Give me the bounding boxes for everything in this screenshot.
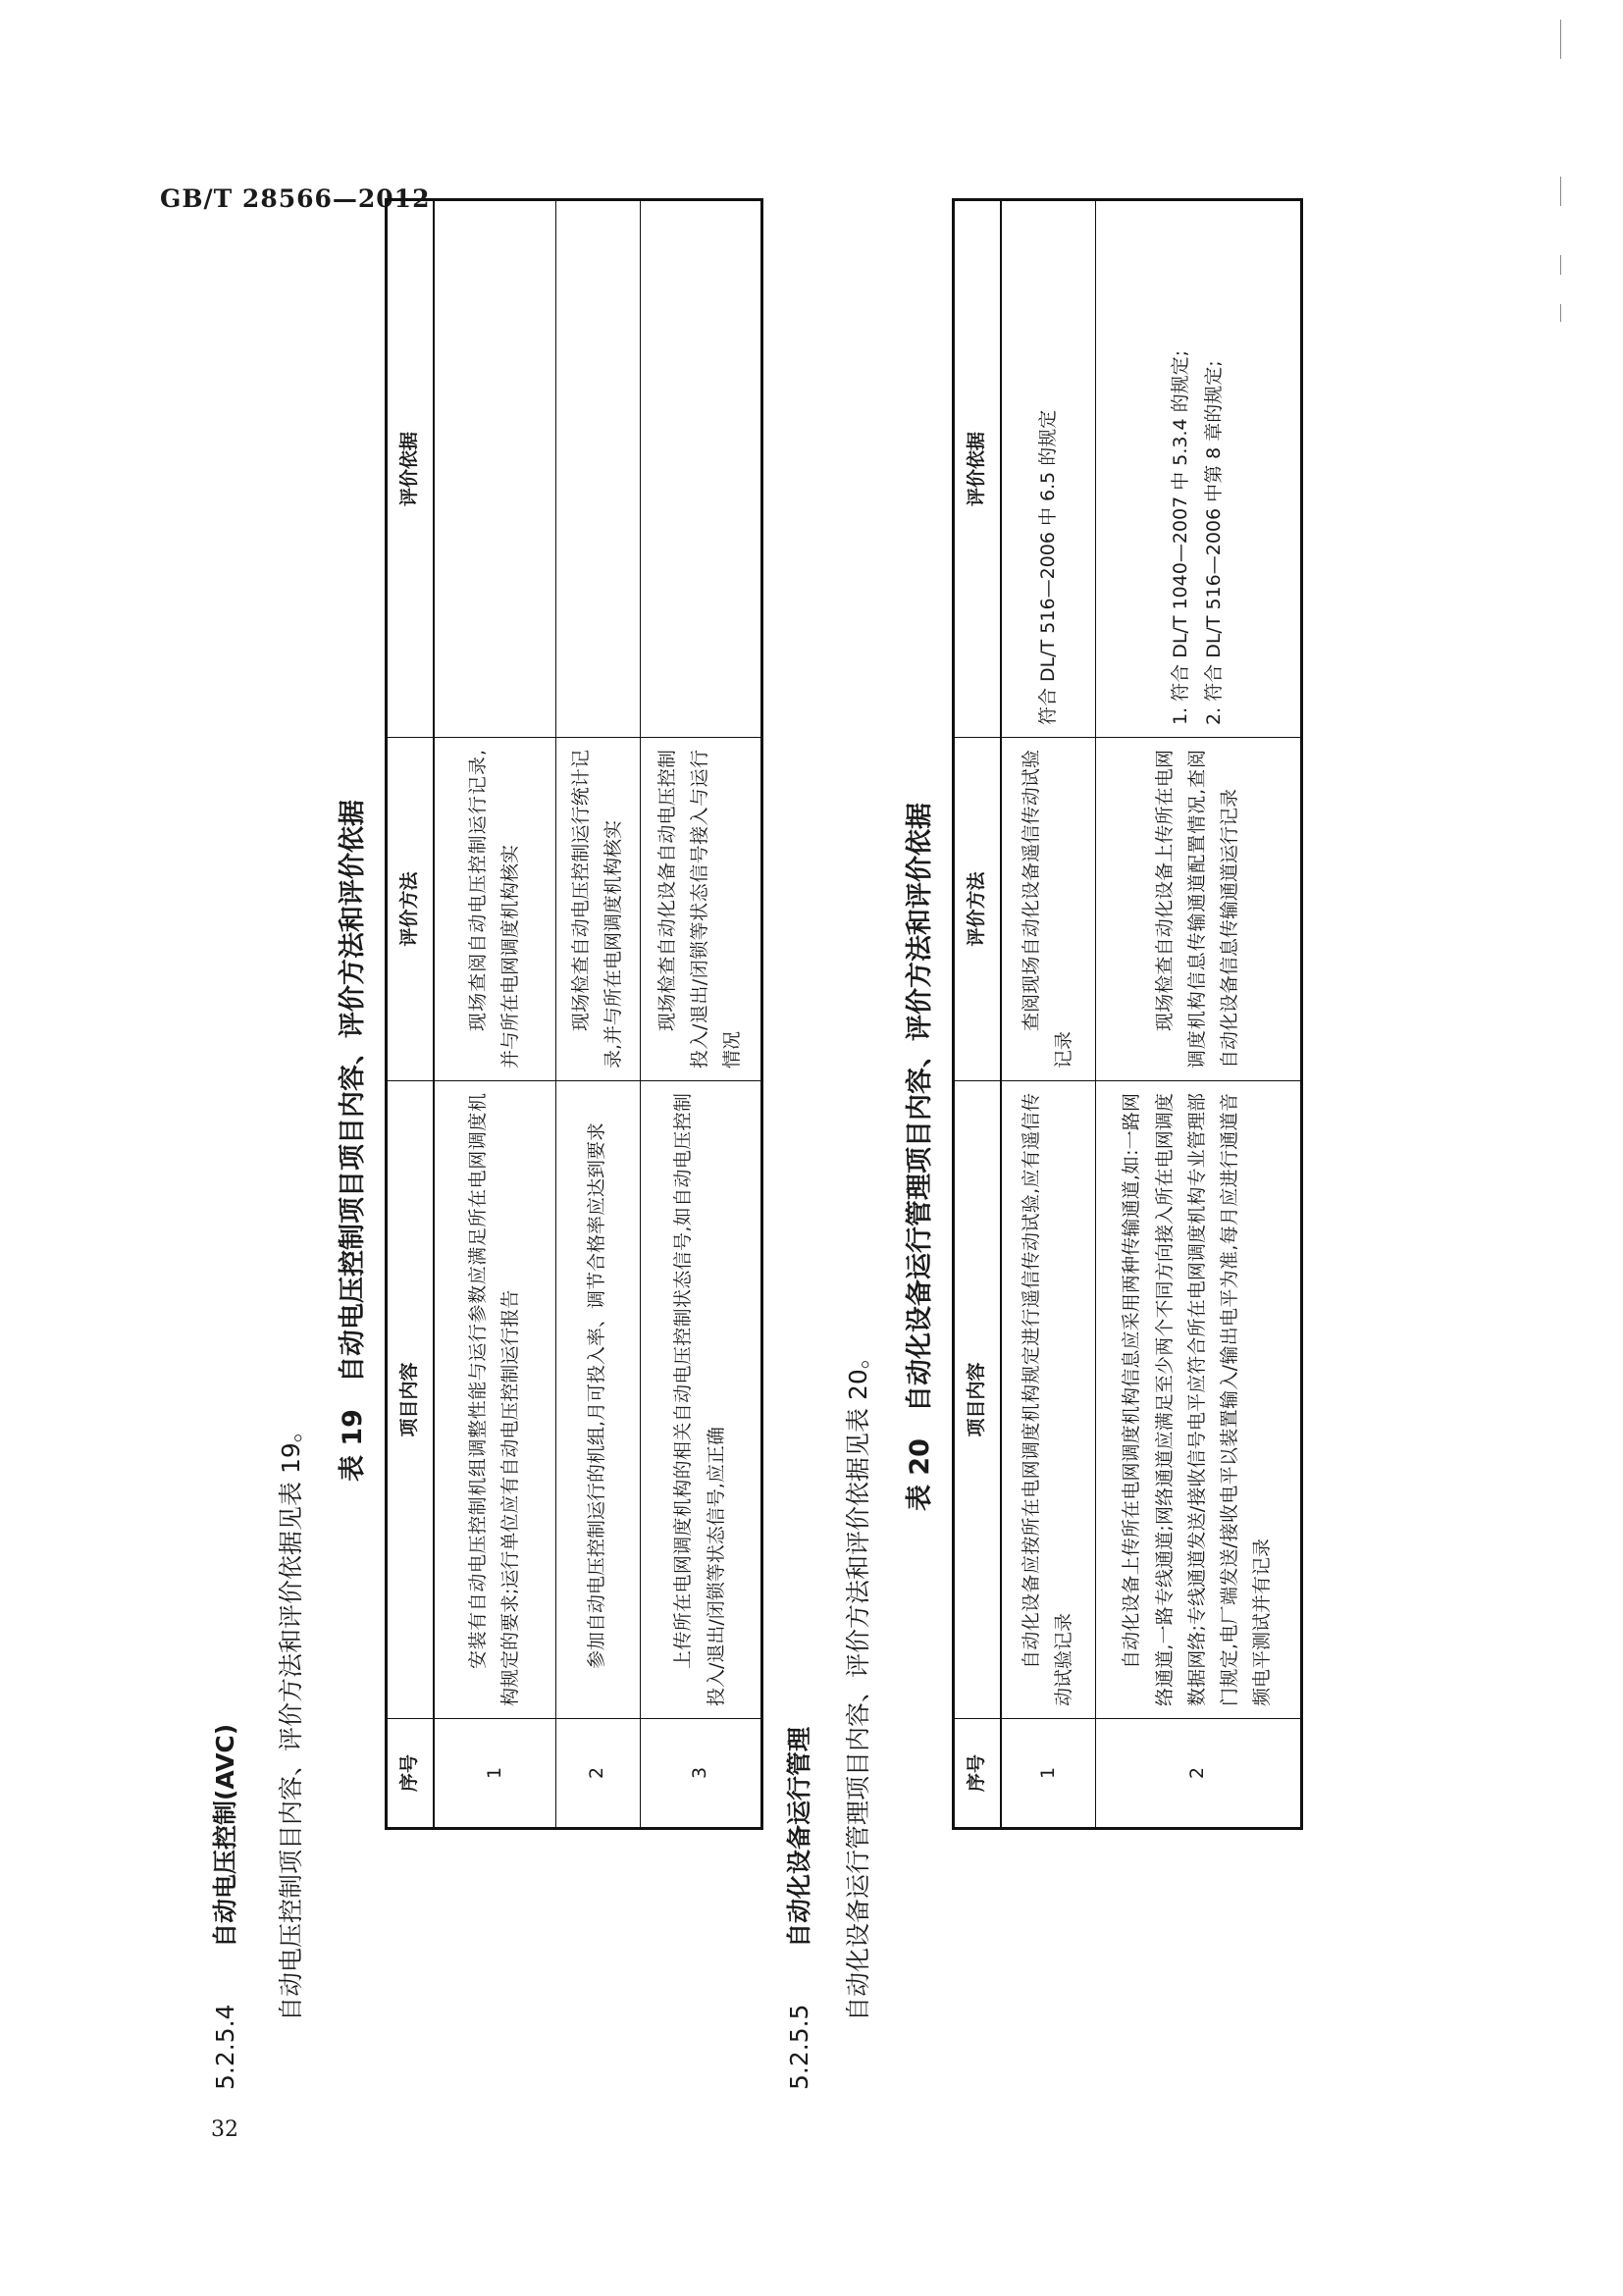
row-content: 安装有自动电压控制机组调整性能与运行参数应满足所在电网调度机构规定的要求;运行单位应有自动电压控制运行报告 (434, 1081, 555, 1719)
row-criteria (555, 200, 640, 738)
table-header-row (387, 200, 435, 1829)
row-no: 2 (1095, 1719, 1301, 1829)
page-number: 32 (211, 2117, 238, 2142)
row-no: 3 (640, 1719, 761, 1829)
header-content: 项目内容 (387, 1081, 435, 1719)
row-method: 现场查阅自动电压控制运行记录,并与所在电网调度机构核实 (434, 738, 555, 1081)
row-no: 1 (434, 1719, 555, 1829)
criteria-line: 1. 符合 DL/T 1040—2007 中 5.3.4 的规定; (1170, 349, 1192, 725)
section-title: 自动化设备运行管理 (785, 1726, 813, 1948)
row-no: 1 (1001, 1719, 1095, 1829)
table-row (555, 200, 640, 1829)
row-content: 自动化设备上传所在电网调度机构信息应采用两种传输通道,如:一路网络通道,一路专线通道;网络通道应满足至少两个不同方向接入所在电网调度数据网络;专线通道发送/接收信号电平应符合所在电网调度机构专业管理部门规定,电厂端发送/接收电平以装置输入/输出电平为准,每月应进行通道音频电平测试并有记录 (1095, 1081, 1301, 1719)
row-method: 现场检查自动化设备自动电压控制投入/退出/闭锁等状态信号接入与运行情况 (640, 738, 761, 1081)
table-row (1095, 200, 1301, 1829)
section-5-2-5-4-intro: 自动电压控制项目内容、评价方法和评价依据见表 19。 (277, 1418, 305, 2021)
table-20 (952, 198, 1303, 1830)
table-19 (385, 198, 763, 1830)
row-criteria (1001, 200, 1095, 738)
table-19-caption: 表 19 自动电压控制项目项目内容、评价方法和评价依据 (338, 800, 368, 1482)
row-criteria (434, 200, 555, 738)
table-row (434, 200, 555, 1829)
section-5-2-5-5-heading (780, 1727, 815, 2090)
row-method: 现场检查自动化设备上传所在电网调度机构信息传输通道配置情况,查阅自动化设备信息传输通道运行记录 (1095, 738, 1301, 1081)
row-no: 2 (555, 1719, 640, 1829)
header-no: 序号 (954, 1719, 1002, 1829)
row-method: 现场检查自动电压控制运行统计记录,并与所在电网调度机构核实 (555, 738, 640, 1081)
row-method: 查阅现场自动化设备遥信传动试验记录 (1001, 738, 1095, 1081)
row-criteria (1095, 200, 1301, 738)
section-5-2-5-5-intro: 自动化设备运行管理项目内容、评价方法和评价依据见表 20。 (844, 1344, 872, 2021)
header-criteria: 评价依据 (387, 200, 435, 738)
table-header-row (954, 200, 1002, 1829)
criteria-line: 符合 DL/T 516—2006 中 6.5 的规定 (1036, 409, 1059, 725)
section-title: 自动电压控制(AVC) (211, 1723, 239, 1948)
row-content: 上传所在电网调度机构的相关自动电压控制状态信号,如自动电压控制投入/退出/闭锁等状态信号,应正确 (640, 1081, 761, 1719)
section-5-2-5-4-heading (206, 1724, 241, 2090)
row-criteria (640, 200, 761, 738)
table-row (1001, 200, 1095, 1829)
section-number: 5.2.5.4 (211, 2004, 239, 2090)
row-content: 参加自动电压控制运行的机组,月可投入率、调节合格率应达到要求 (555, 1081, 640, 1719)
table-20-caption: 表 20 自动化设备运行管理项目内容、评价方法和评价依据 (905, 803, 935, 1511)
header-method: 评价方法 (954, 738, 1002, 1081)
table-row (640, 200, 761, 1829)
header-method: 评价方法 (387, 738, 435, 1081)
header-criteria: 评价依据 (954, 200, 1002, 738)
section-number: 5.2.5.5 (785, 2004, 813, 2090)
criteria-line: 2. 符合 DL/T 516—2006 中第 8 章的规定; (1202, 360, 1225, 725)
standard-header: GB/T 28566—2012 (160, 184, 431, 213)
header-content: 项目内容 (954, 1081, 1002, 1719)
row-content: 自动化设备应按所在电网调度机构规定进行遥信传动试验,应有遥信传动试验记录 (1001, 1081, 1095, 1719)
rotated-content (201, 186, 1575, 2090)
header-no: 序号 (387, 1719, 435, 1829)
